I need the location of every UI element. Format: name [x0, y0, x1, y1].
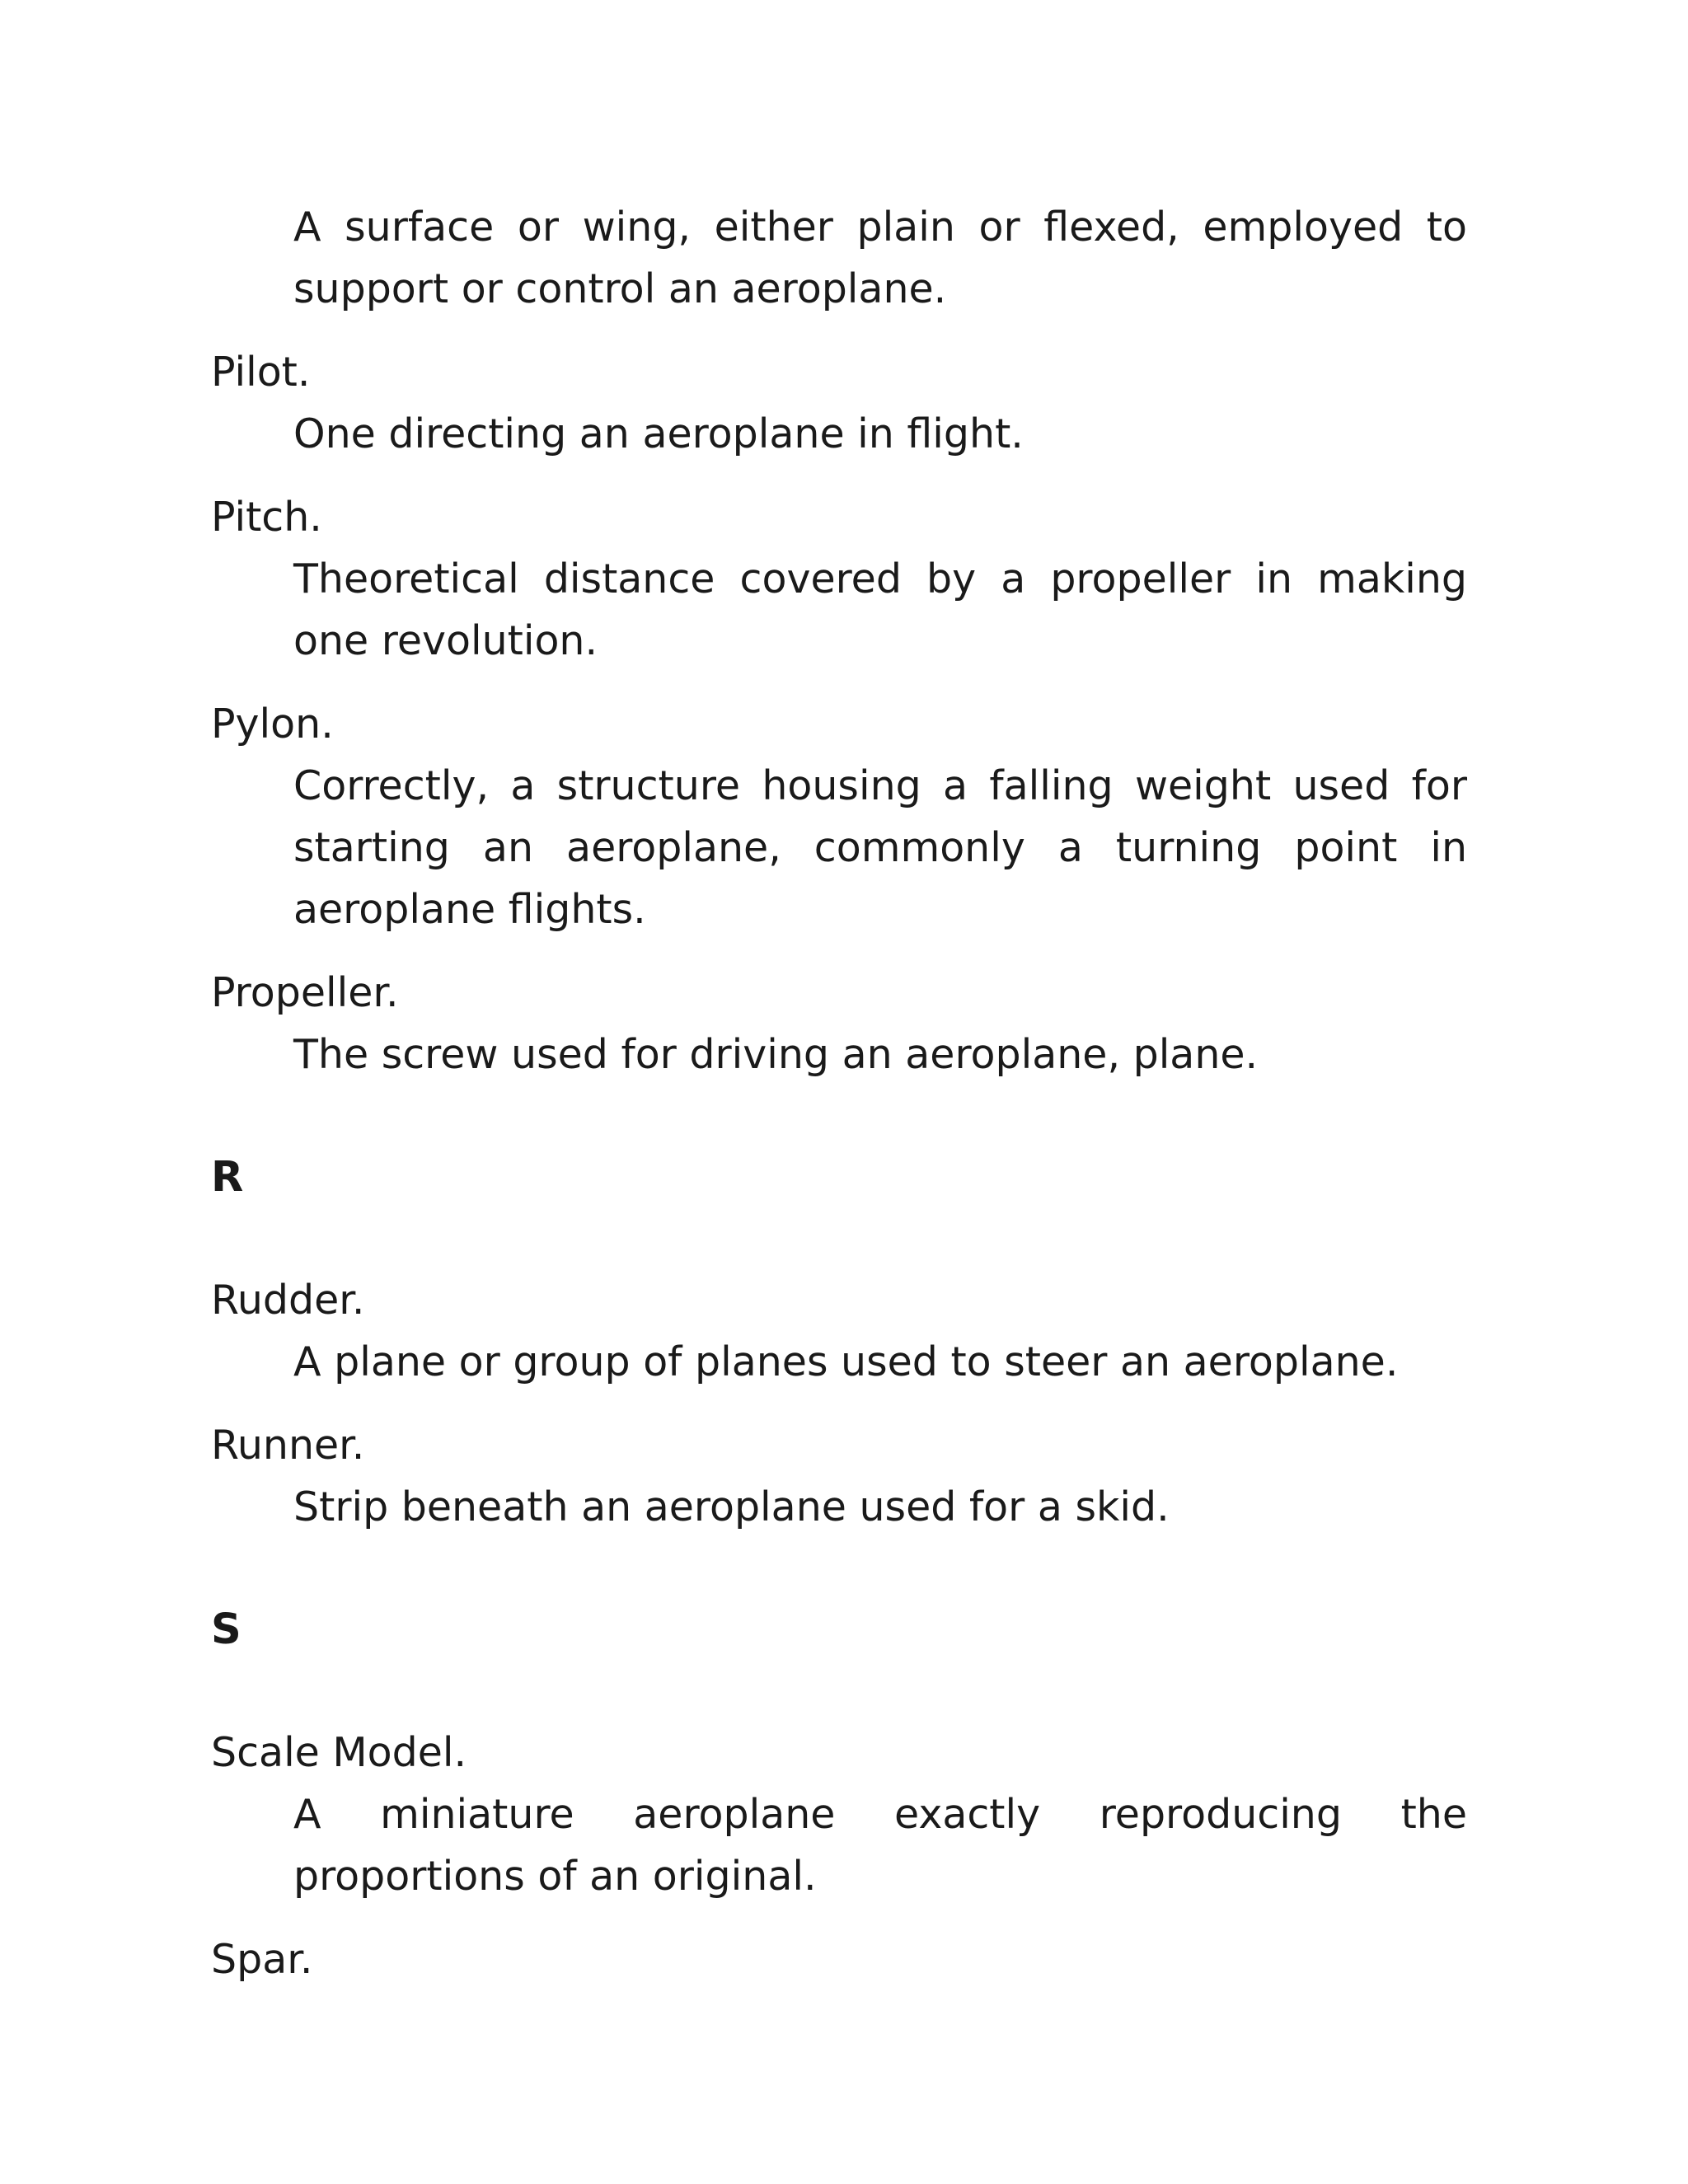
definition: A surface or wing, either plain or flexed, employed to support or control an aeroplane. — [293, 204, 1467, 312]
term-pitch: Pitch. — [211, 494, 322, 541]
definition-pilot: One directing an aeroplane in flight. — [293, 410, 1024, 457]
term-propeller: Propeller. — [211, 969, 399, 1016]
glossary-page — [211, 196, 1467, 1990]
section-letter-r: R — [211, 1153, 244, 1202]
term-spar: Spar. — [211, 1936, 313, 1983]
definition-propeller: The screw used for driving an aeroplane, plane. — [293, 1031, 1259, 1078]
definition-scale-model: A miniature aeroplane exactly reproducing the proportions of an original. — [293, 1791, 1467, 1900]
definition-pitch: Theoretical distance covered by a propeller in making one revolution. — [293, 555, 1467, 664]
term-runner: Runner. — [211, 1422, 365, 1469]
definition-rudder: A plane or group of planes used to steer an aeroplane. — [293, 1338, 1399, 1385]
definition-pylon: Correctly, a structure housing a falling weight used for starting an aeroplane, commonly a turning point in aeroplane flights. — [293, 762, 1467, 933]
term-rudder: Rudder. — [211, 1277, 365, 1324]
definition-runner: Strip beneath an aeroplane used for a skid. — [293, 1483, 1170, 1530]
term-pilot: Pilot. — [211, 349, 311, 396]
section-letter-s: S — [211, 1605, 241, 1654]
term-scale-model: Scale Model. — [211, 1729, 467, 1776]
term-pylon: Pylon. — [211, 701, 334, 748]
